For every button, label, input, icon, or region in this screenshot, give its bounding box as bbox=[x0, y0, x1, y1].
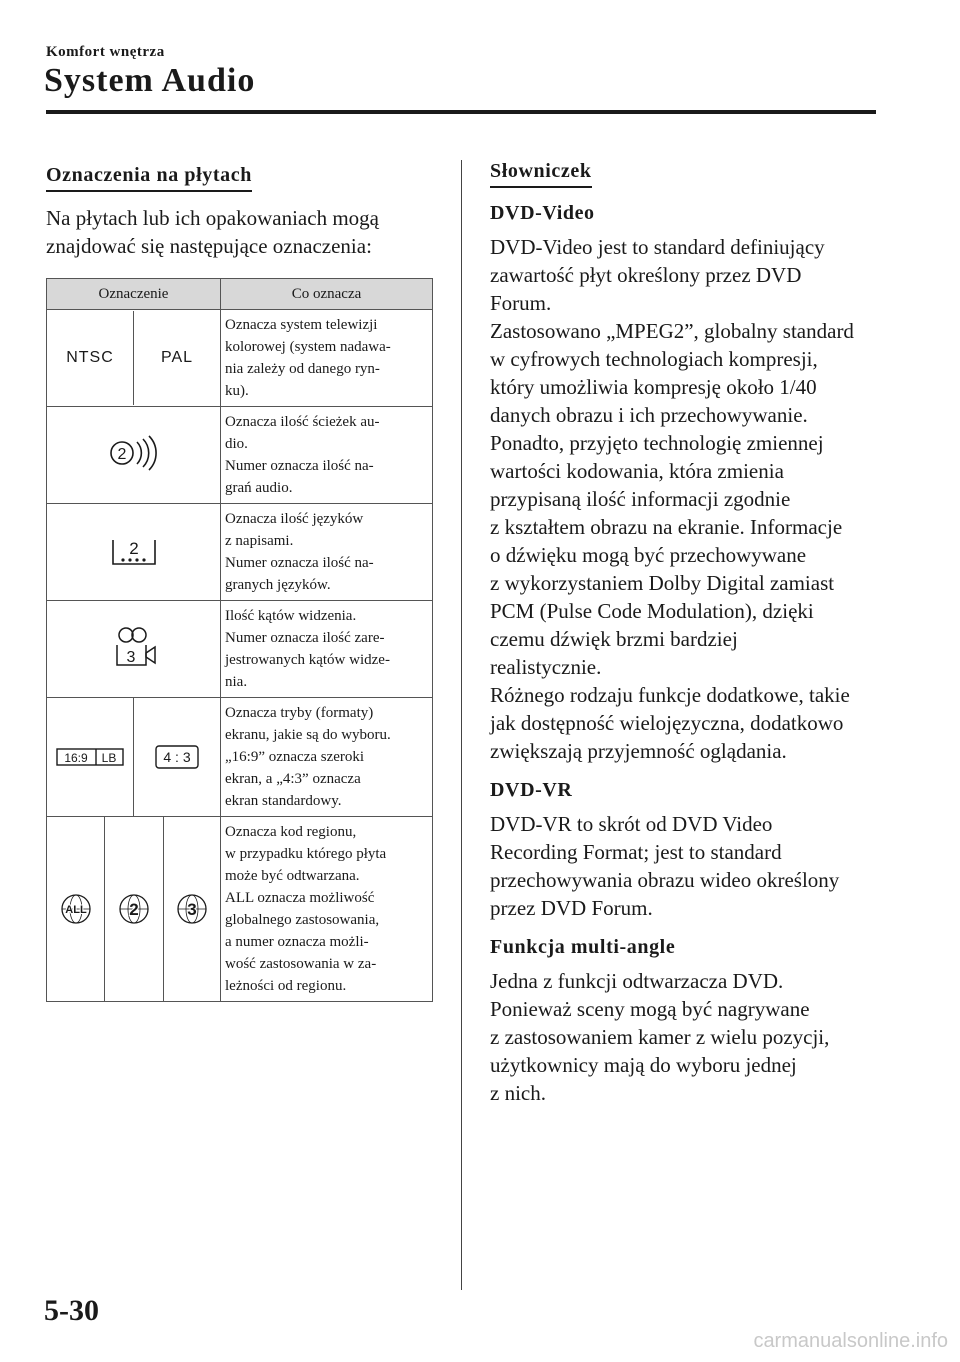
watermark: carmanualsonline.info bbox=[753, 1330, 948, 1352]
text-line: przez DVD Forum. bbox=[490, 896, 653, 920]
text-line: Recording Format; jest to standard bbox=[490, 840, 782, 864]
region-3-icon bbox=[176, 893, 208, 925]
desc-line: Numer oznacza ilość zare- bbox=[225, 630, 385, 646]
desc-line: grań audio. bbox=[225, 480, 293, 496]
desc-line: wość zastosowania w za- bbox=[225, 956, 377, 972]
meaning-cell bbox=[221, 407, 433, 504]
desc-line: z napisami. bbox=[225, 533, 294, 549]
desc-line: ALL oznacza możliwość bbox=[225, 890, 375, 906]
region-3-label: 3 bbox=[187, 900, 197, 919]
widescreen-label: 16:9 bbox=[64, 751, 88, 765]
glossary-term-multi-angle: Funkcja multi-angle bbox=[490, 936, 676, 958]
intro-line: Na płytach lub ich opakowaniach mogą bbox=[46, 206, 379, 230]
table-row bbox=[47, 310, 433, 407]
table-row bbox=[47, 504, 433, 601]
text-line: PCM (Pulse Code Modulation), dzięki bbox=[490, 599, 814, 623]
desc-line: ku). bbox=[225, 383, 249, 399]
desc-line: Oznacza system telewizji bbox=[225, 317, 378, 333]
table-row bbox=[47, 817, 433, 1002]
page-number: 5-30 bbox=[44, 1294, 99, 1327]
glossary-definition bbox=[490, 967, 882, 1107]
disc-marks-table bbox=[46, 278, 433, 1002]
text-line: z zastosowaniem kamer z wielu pozycji, bbox=[490, 1025, 830, 1049]
text-line: przypisaną ilość informacji zgodnie bbox=[490, 487, 791, 511]
mark-cell bbox=[47, 601, 221, 698]
text-line: DVD-VR to skrót od DVD Video bbox=[490, 812, 773, 836]
camera-angles-icon bbox=[109, 625, 159, 669]
text-line: Jedna z funkcji odtwarzacza DVD. bbox=[490, 969, 784, 993]
meaning-cell bbox=[221, 601, 433, 698]
desc-line: ekranu, jakie są do wyboru. bbox=[225, 727, 391, 743]
text-line: przechowywania obrazu wideo określony bbox=[490, 868, 840, 892]
text-line: który umożliwia kompresję około 1/40 bbox=[490, 375, 817, 399]
widescreen-letterbox-icon bbox=[56, 748, 124, 766]
subtitles-icon bbox=[109, 530, 159, 570]
table-row bbox=[47, 601, 433, 698]
desc-line: dio. bbox=[225, 436, 248, 452]
desc-line: ekran standardowy. bbox=[225, 793, 342, 809]
glossary-definition bbox=[490, 810, 882, 922]
right-column bbox=[490, 160, 882, 1107]
desc-line: Numer oznacza ilość na- bbox=[225, 555, 374, 571]
mark-cell bbox=[47, 310, 221, 407]
desc-line: leżności od regionu. bbox=[225, 978, 347, 994]
text-line: danych obrazu i ich przechowywanie. bbox=[490, 403, 808, 427]
mark-cell bbox=[47, 698, 221, 817]
ntsc-label: NTSC bbox=[66, 349, 114, 366]
section-heading-disc-marks: Oznaczenia na płytach bbox=[46, 164, 252, 192]
glossary-term-dvd-vr: DVD-VR bbox=[490, 779, 573, 801]
desc-line: jestrowanych kątów widze- bbox=[225, 652, 390, 668]
region-all-label: ALL bbox=[64, 904, 87, 916]
desc-line: a numer oznacza możli- bbox=[225, 934, 369, 950]
camera-angles-number: 3 bbox=[126, 648, 135, 666]
text-line: jak dostępność wielojęzyczna, dodatkowo bbox=[490, 711, 844, 735]
desc-line: nia. bbox=[225, 674, 248, 690]
desc-line: Ilość kątów widzenia. bbox=[225, 608, 357, 624]
letterbox-label: LB bbox=[101, 751, 117, 765]
section-heading-glossary: Słowniczek bbox=[490, 160, 592, 188]
desc-line: nia zależy od danego ryn- bbox=[225, 361, 380, 377]
table-header-row bbox=[47, 279, 433, 310]
meaning-cell bbox=[221, 504, 433, 601]
text-line: w cyfrowych technologiach kompresji, bbox=[490, 347, 818, 371]
text-line: Ponieważ sceny mogą być nagrywane bbox=[490, 997, 810, 1021]
text-line: czemu dźwięk brzmi bardziej bbox=[490, 627, 738, 651]
pal-label: PAL bbox=[160, 349, 194, 366]
region-all-icon bbox=[60, 893, 92, 925]
text-line: wartości kodowania, która zmienia bbox=[490, 459, 784, 483]
column-divider bbox=[461, 160, 462, 1290]
mark-cell bbox=[47, 407, 221, 504]
text-line: realistycznie. bbox=[490, 655, 602, 679]
desc-line: Oznacza ilość języków bbox=[225, 511, 364, 527]
text-line: z wykorzystaniem Dolby Digital zamiast bbox=[490, 571, 835, 595]
standard-screen-icon bbox=[155, 745, 199, 769]
desc-line: Oznacza tryby (formaty) bbox=[225, 705, 374, 721]
text-line: z nich. bbox=[490, 1081, 546, 1105]
left-column bbox=[46, 164, 432, 1002]
desc-line: kolorowej (system nadawa- bbox=[225, 339, 391, 355]
text-line: Ponadto, przyjęto technologię zmiennej bbox=[490, 431, 824, 455]
mark-cell bbox=[47, 817, 221, 1002]
title-rule bbox=[46, 110, 876, 114]
region-2-icon bbox=[118, 893, 150, 925]
text-line: Forum. bbox=[490, 291, 552, 315]
glossary-term-dvd-video: DVD-Video bbox=[490, 202, 595, 224]
desc-line: Oznacza ilość ścieżek au- bbox=[225, 414, 380, 430]
subtitles-number: 2 bbox=[128, 538, 139, 558]
meaning-cell bbox=[221, 310, 433, 407]
desc-line: granych języków. bbox=[225, 577, 331, 593]
section-kicker: Komfort wnętrza bbox=[46, 44, 165, 60]
mark-cell bbox=[47, 504, 221, 601]
desc-line: globalnego zastosowania, bbox=[225, 912, 380, 928]
text-line: zawartość płyt określony przez DVD bbox=[490, 263, 802, 287]
audio-tracks-number: 2 bbox=[117, 445, 126, 463]
desc-line: ekran, a „4:3” oznacza bbox=[225, 771, 361, 787]
intro-line: znajdować się następujące oznaczenia: bbox=[46, 234, 372, 258]
text-line: Różnego rodzaju funkcje dodatkowe, takie bbox=[490, 683, 850, 707]
desc-line: Numer oznacza ilość na- bbox=[225, 458, 374, 474]
text-line: z kształtem obrazu na ekranie. Informacje bbox=[490, 515, 843, 539]
glossary-definition bbox=[490, 233, 882, 765]
column-header-mark: Oznaczenie bbox=[47, 279, 221, 310]
chapter-title: System Audio bbox=[44, 62, 256, 99]
text-line: Zastosowano „MPEG2”, globalny standard bbox=[490, 319, 854, 343]
meaning-cell bbox=[221, 817, 433, 1002]
table-row bbox=[47, 407, 433, 504]
standard-screen-label: 4 : 3 bbox=[163, 749, 191, 765]
desc-line: „16:9” oznacza szeroki bbox=[225, 749, 365, 765]
region-2-label: 2 bbox=[129, 900, 139, 919]
column-header-meaning: Co oznacza bbox=[221, 279, 433, 310]
text-line: DVD-Video jest to standard definiujący bbox=[490, 235, 825, 259]
meaning-cell bbox=[221, 698, 433, 817]
desc-line: Oznacza kod regionu, bbox=[225, 824, 357, 840]
desc-line: może być odtwarzana. bbox=[225, 868, 360, 884]
desc-line: w przypadku którego płyta bbox=[225, 846, 387, 862]
text-line: o dźwięku mogą być przechowywane bbox=[490, 543, 807, 567]
audio-tracks-icon bbox=[104, 433, 164, 473]
text-line: użytkownicy mają do wyboru jednej bbox=[490, 1053, 797, 1077]
text-line: zwiększają przyjemność oglądania. bbox=[490, 739, 787, 763]
intro-paragraph bbox=[46, 204, 432, 260]
table-row bbox=[47, 698, 433, 817]
